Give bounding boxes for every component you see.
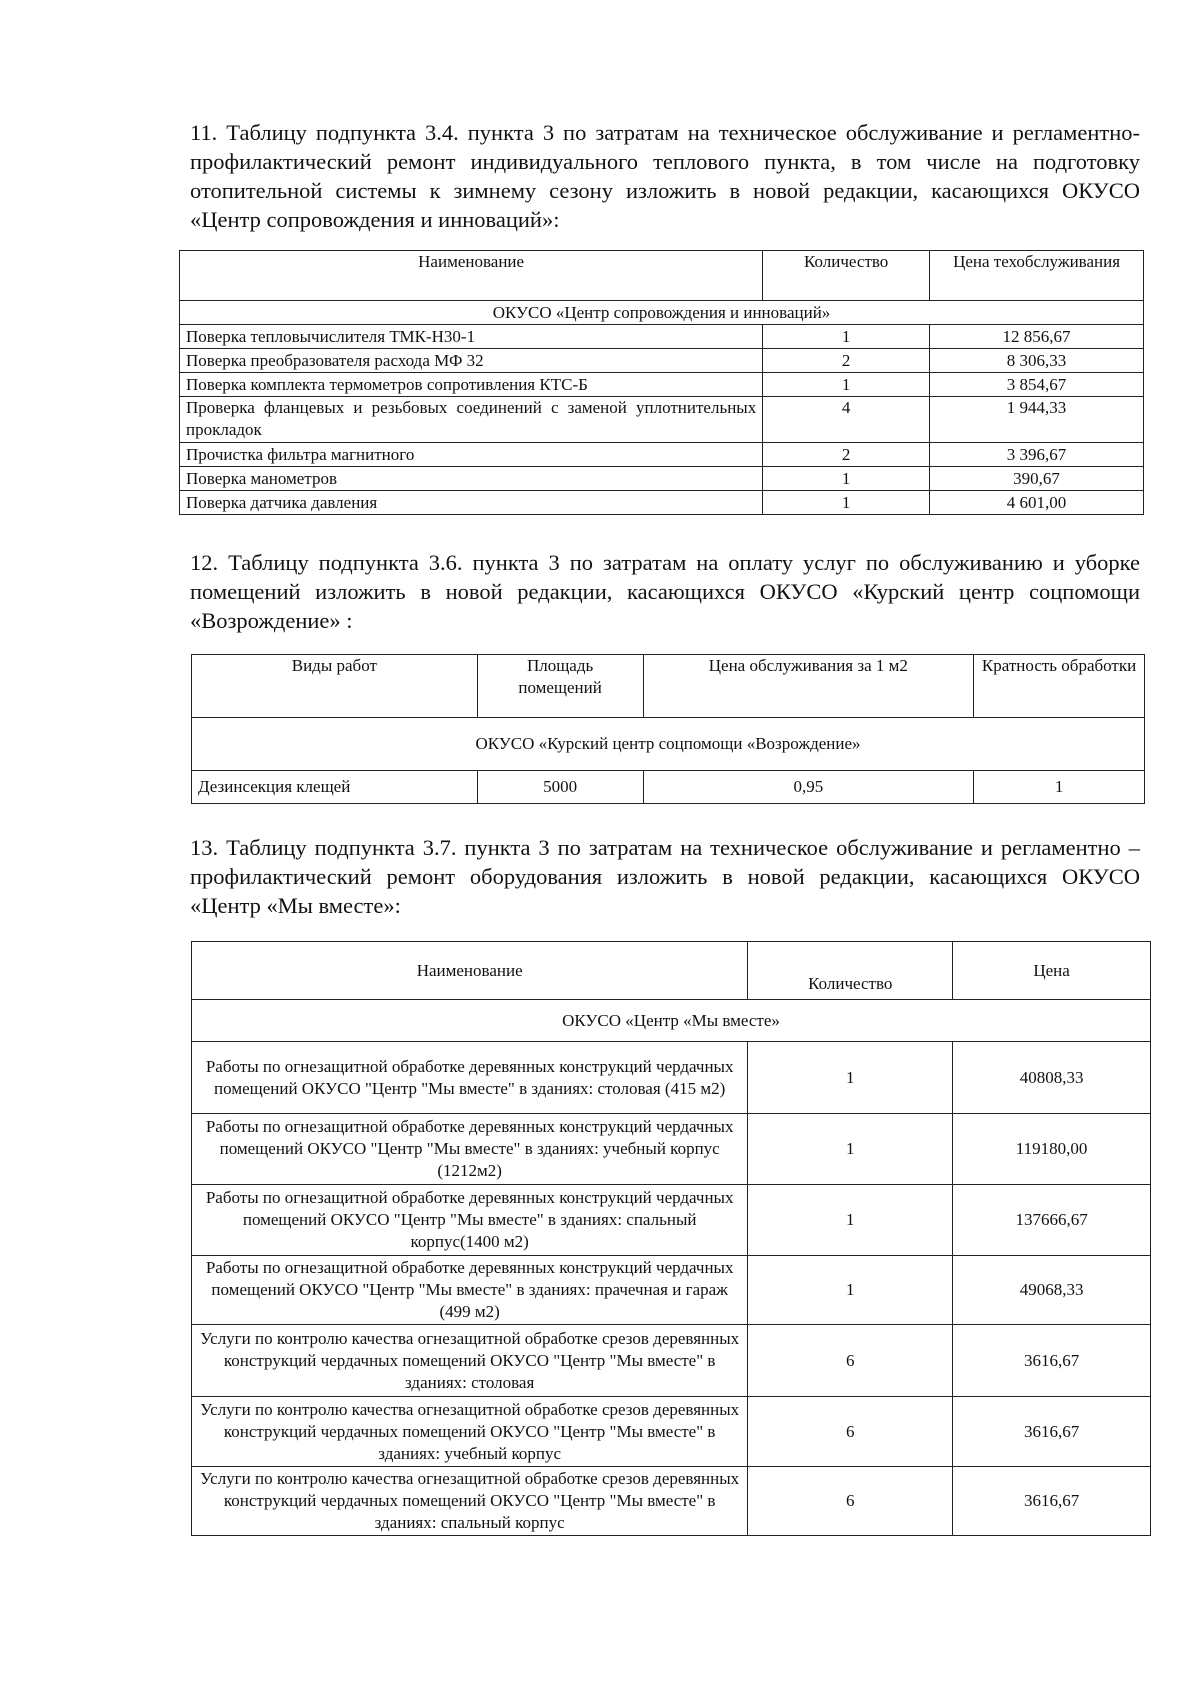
s12-header-area: Площадь помещений xyxy=(477,655,643,718)
s13-cell-name: Работы по огнезащитной обработке деревянных конструкций чердачных помещений ОКУСО "Центр "Мы вместе" в зданиях: учебный корпус (1212м2) xyxy=(192,1114,748,1185)
s12-header-price: Цена обслуживания за 1 м2 xyxy=(643,655,974,718)
s11-cell-price: 3 854,67 xyxy=(930,373,1144,397)
s11-cell-qty: 2 xyxy=(763,443,930,467)
s13-cell-name: Услуги по контролю качества огнезащитной обработке срезов деревянных конструкций чердачных помещений ОКУСО "Центр "Мы вместе" в зданиях: столовая xyxy=(192,1325,748,1397)
s11-cell-price: 8 306,33 xyxy=(930,349,1144,373)
s13-cell-name: Услуги по контролю качества огнезащитной обработке срезов деревянных конструкций чердачных помещений ОКУСО "Центр "Мы вместе" в зданиях: учебный корпус xyxy=(192,1397,748,1467)
table-row xyxy=(192,1397,1151,1467)
s11-cell-name: Поверка датчика давления xyxy=(180,491,763,515)
s13-group-row: ОКУСО «Центр «Мы вместе» xyxy=(192,1000,1151,1042)
section-13-text: 13. Таблицу подпункта 3.7. пункта 3 по затратам на техническое обслуживание и регламентно – профилактический ремонт оборудования изложить в новой редакции, касающихся ОКУСО «Центр «Мы вместе»: xyxy=(190,835,1140,918)
s11-group-row: ОКУСО «Центр сопровождения и инноваций» xyxy=(180,301,1144,325)
s11-cell-name: Поверка тепловычислителя ТМК-Н30-1 xyxy=(180,325,763,349)
s13-cell-name: Услуги по контролю качества огнезащитной обработке срезов деревянных конструкций чердачных помещений ОКУСО "Центр "Мы вместе" в зданиях: спальный корпус xyxy=(192,1467,748,1536)
table-row xyxy=(180,443,1144,467)
s11-cell-price: 12 856,67 xyxy=(930,325,1144,349)
s13-cell-name: Работы по огнезащитной обработке деревянных конструкций чердачных помещений ОКУСО "Центр "Мы вместе" в зданиях: столовая (415 м2) xyxy=(192,1042,748,1114)
s11-cell-qty: 1 xyxy=(763,491,930,515)
s13-header-qty: Количество xyxy=(748,942,953,1000)
s11-cell-name: Проверка фланцевых и резьбовых соединений с заменой уплотнительных прокладок xyxy=(180,397,763,443)
table-row xyxy=(180,467,1144,491)
s13-cell-name: Работы по огнезащитной обработке деревянных конструкций чердачных помещений ОКУСО "Центр "Мы вместе" в зданиях: спальный корпус(1400 м2) xyxy=(192,1185,748,1256)
table-row xyxy=(180,397,1144,443)
table-row xyxy=(192,771,1145,804)
s11-cell-price: 390,67 xyxy=(930,467,1144,491)
s13-cell-qty: 6 xyxy=(748,1467,953,1536)
table-row xyxy=(192,1042,1151,1114)
s13-cell-name: Работы по огнезащитной обработке деревянных конструкций чердачных помещений ОКУСО "Центр "Мы вместе" в зданиях: прачечная и гараж (499 м2) xyxy=(192,1256,748,1325)
table-row xyxy=(180,491,1144,515)
section-11-text: 11. Таблицу подпункта 3.4. пункта 3 по затратам на техническое обслуживание и регламентно-профилактический ремонт индивидуального теплового пункта, в том числе на подготовку отопительной системы к зимнему сезону изложить в новой редакции, касающихся ОКУСО «Центр сопровождения и инноваций»: xyxy=(190,120,1140,232)
section-11-table xyxy=(179,250,1144,515)
s13-cell-qty: 1 xyxy=(748,1114,953,1185)
section-12-table xyxy=(191,654,1145,804)
s13-cell-price: 3616,67 xyxy=(953,1397,1151,1467)
s11-cell-qty: 4 xyxy=(763,397,930,443)
table-row xyxy=(192,1467,1151,1536)
s12-header-works: Виды работ xyxy=(192,655,478,718)
s11-cell-price: 4 601,00 xyxy=(930,491,1144,515)
s13-header-price: Цена xyxy=(953,942,1151,1000)
table-row xyxy=(192,1256,1151,1325)
s11-cell-name: Поверка манометров xyxy=(180,467,763,491)
table-row xyxy=(192,1114,1151,1185)
s11-cell-name: Поверка преобразователя расхода МФ 32 xyxy=(180,349,763,373)
s11-header-qty: Количество xyxy=(763,251,930,301)
s11-cell-qty: 1 xyxy=(763,373,930,397)
s12-cell-price: 0,95 xyxy=(643,771,974,804)
section-12-text: 12. Таблицу подпункта 3.6. пункта 3 по затратам на оплату услуг по обслуживанию и уборке помещений изложить в новой редакции, касающихся ОКУСО «Курский центр соцпомощи «Возрождение» : xyxy=(190,550,1140,633)
s13-cell-price: 3616,67 xyxy=(953,1325,1151,1397)
table-row xyxy=(180,373,1144,397)
s11-cell-price: 3 396,67 xyxy=(930,443,1144,467)
s13-cell-price: 3616,67 xyxy=(953,1467,1151,1536)
s13-cell-qty: 1 xyxy=(748,1042,953,1114)
s11-cell-qty: 1 xyxy=(763,467,930,491)
s13-cell-price: 49068,33 xyxy=(953,1256,1151,1325)
s13-cell-qty: 6 xyxy=(748,1397,953,1467)
table-row xyxy=(192,1185,1151,1256)
section-13-table xyxy=(191,941,1151,1536)
s13-cell-price: 40808,33 xyxy=(953,1042,1151,1114)
s12-header-mult: Кратность обработки xyxy=(974,655,1145,718)
s12-cell-area: 5000 xyxy=(477,771,643,804)
s13-cell-qty: 1 xyxy=(748,1256,953,1325)
s12-cell-mult: 1 xyxy=(974,771,1145,804)
s13-header-name: Наименование xyxy=(192,942,748,1000)
s13-cell-qty: 1 xyxy=(748,1185,953,1256)
s11-cell-name: Поверка комплекта термометров сопротивления КТС-Б xyxy=(180,373,763,397)
s12-cell-works: Дезинсекция клещей xyxy=(192,771,478,804)
s11-cell-qty: 2 xyxy=(763,349,930,373)
s11-cell-price: 1 944,33 xyxy=(930,397,1144,443)
table-row xyxy=(180,325,1144,349)
s11-cell-name: Прочистка фильтра магнитного xyxy=(180,443,763,467)
s13-cell-qty: 6 xyxy=(748,1325,953,1397)
s13-cell-price: 119180,00 xyxy=(953,1114,1151,1185)
table-row xyxy=(180,349,1144,373)
table-row xyxy=(192,1325,1151,1397)
s12-group-row: ОКУСО «Курский центр соцпомощи «Возрождение» xyxy=(192,718,1145,771)
s11-header-name: Наименование xyxy=(180,251,763,301)
s11-cell-qty: 1 xyxy=(763,325,930,349)
s11-header-price: Цена техобслуживания xyxy=(930,251,1144,301)
s13-cell-price: 137666,67 xyxy=(953,1185,1151,1256)
